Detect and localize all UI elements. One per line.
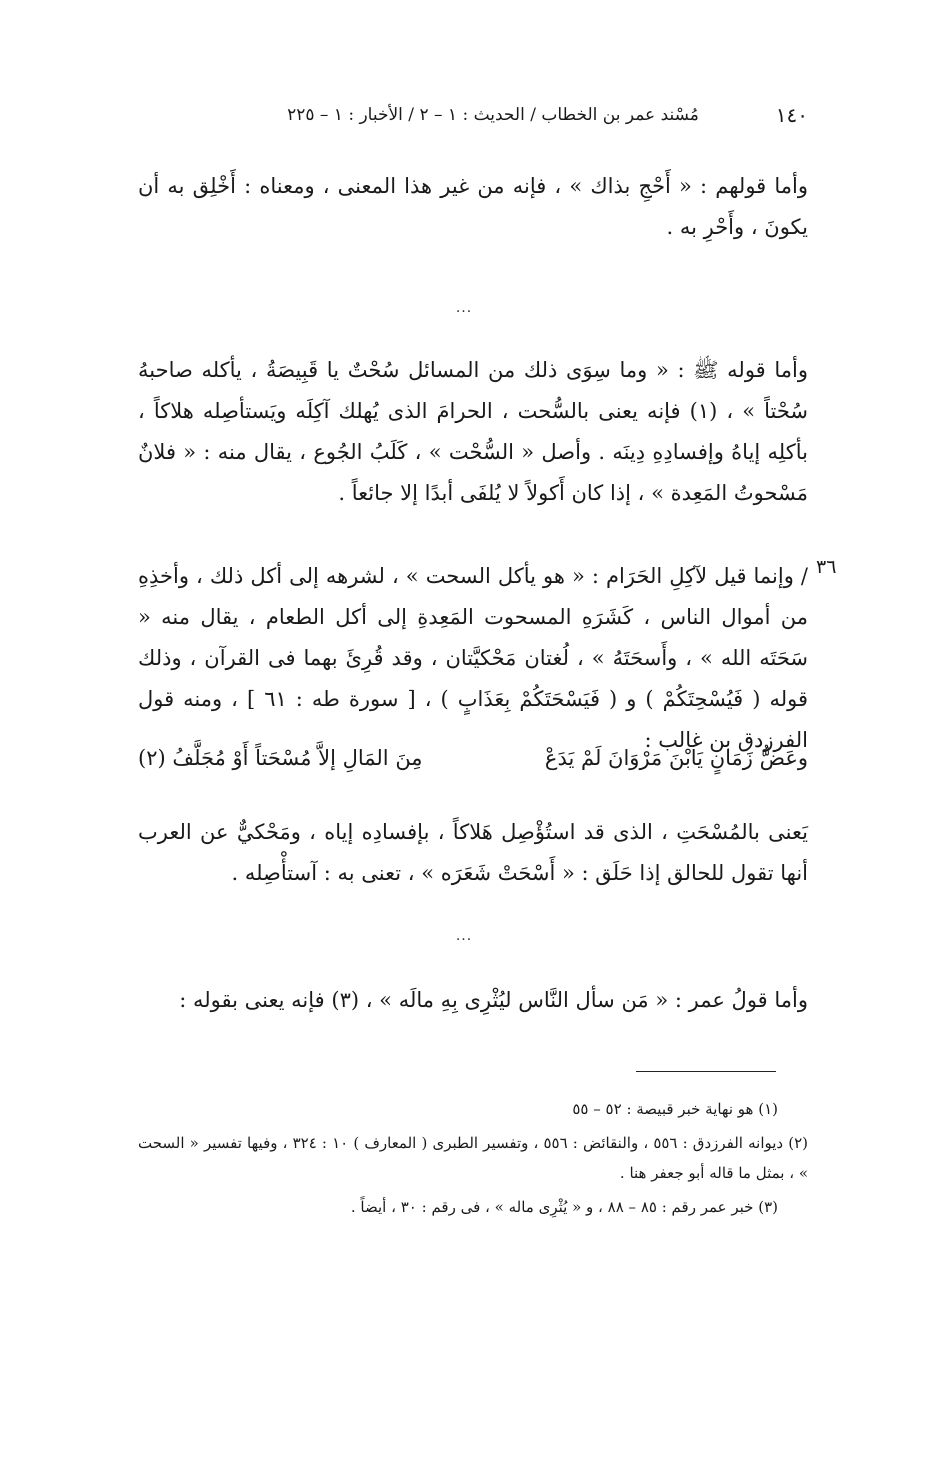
paragraph-akil-haram (138, 556, 808, 761)
running-title: مُسْند عمر بن الخطاب / الحديث : ١ – ٢ / الأخبار : ١ – ٢٢٥ (287, 105, 699, 125)
poetry-verse (138, 738, 808, 778)
section-separator: ... (455, 300, 473, 316)
paragraph-text: يَعنى بالمُسْحَتِ ، الذى قد استُؤْصِل هَلاكاً ، بإفسادِه إياه ، ومَحْكيٌّ عن العرب أنها تقول للحالق إذا حَلَق : « أَسْحَتْ شَعَرَه » ، تعنى به : آستأْصِله . (138, 820, 808, 885)
footnote-3: (٣) خبر عمر رقم : ٨٥ – ٨٨ ، و « يُثْرِى ماله » ، فى رقم : ٣٠ ، أيضاً . (350, 1198, 778, 1216)
paragraph-suht (138, 350, 808, 514)
footnotes (138, 1094, 808, 1226)
verse-first-hemistich: وعَضُّ زَمَانٍ يَابْنَ مَرْوَانَ لَمْ يَدَعْ (544, 746, 808, 770)
page-number: ١٤٠ (775, 103, 808, 127)
footnote-divider (636, 1071, 776, 1072)
margin-number: ٣٦ (816, 556, 837, 578)
footnote-2: (٢) ديوانه الفرزدق : ٥٥٦ ، والنقائض : ٥٥٦ ، وتفسير الطبرى ( المعارف ) ١٠ : ٣٢٤ ، وفيها تفسير « السحت » ، بمثل ما قاله أبو جعفر هنا . (138, 1134, 808, 1182)
footnote-1: (١) هو نهاية خبر قبيصة : ٥٢ – ٥٥ (572, 1100, 778, 1118)
paragraph-mushat (138, 812, 808, 894)
paragraph-text: وأما قولُ عمر : « مَن سأل النَّاس ليُثْرِى بِهِ مالَه » ، (٣) فإنه يعنى بقوله : (179, 988, 808, 1012)
paragraph-umar-saying (138, 980, 808, 1021)
paragraph-text: / وإنما قيل لآكِلِ الحَرَام : « هو يأكل السحت » ، لشرهه إلى أكل ذلك ، وأخذِهِ من أموال الناس ، كَشَرَهِ المسحوت المَعِدةِ إلى أكل الطعام ، يقال منه « سَحَتَه الله » ، وأَسحَتَهُ » ، لُغتان مَحْكيَّتان ، وقد قُرِئَ بهما فى القرآن ، وذلك قوله ( فَيُسْحِتَكُمْ ) و ( فَيَسْحَتَكُمْ بِعَذَابٍ ) ، [ سورة طه : ٦١ ] ، ومنه قول الفرزدق بن غالب : (138, 564, 808, 752)
section-separator: ... (455, 928, 473, 944)
paragraph-text: وأما قولهم : « أَحْجِ بذاك » ، فإنه من غير هذا المعنى ، ومعناه : أَخْلِق به أن يكونَ ، وأَحْرِ به . (138, 174, 808, 239)
paragraph-ahji (138, 166, 808, 248)
running-header (168, 100, 808, 130)
paragraph-text: وأما قوله ﷺ : « وما سِوَى ذلك من المسائل سُحْتٌ يا قَبِيصَةُ ، يأكله صاحبهُ سُحْتاً » ، (١) فإنه يعنى بالسُّحت ، الحرامَ الذى يُهلك آكِلَه ويَستأصِله هلاكاً ، بأكلِه إياهُ وإفسادِهِ دِينَه . وأصل « السُّحْت » ، كَلَبُ الجُوع ، يقال منه : « فلانٌ مَسْحوتُ المَعِدة » ، إذا كان أَكولاً لا يُلفَى أبدًا إلا جائعاً . (138, 358, 808, 505)
verse-second-hemistich: مِنَ المَالِ إلاَّ مُسْحَتاً أَوْ مُجَلَّفُ (٢) (138, 746, 423, 770)
